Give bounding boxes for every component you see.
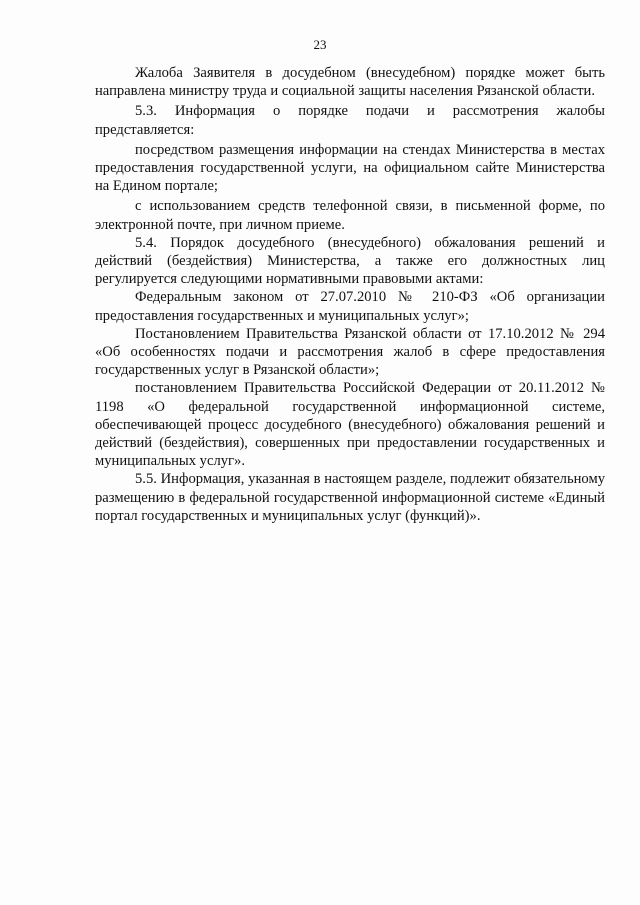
paragraph-5-5: 5.5. Информация, указанная в настоящем разделе, подлежит обязательному размещению в федеральной государственной информационной системе «Единый портал государственных и муниципальных услуг (функций)». — [95, 471, 605, 524]
paragraph-info-phone: с использованием средств телефонной связи, в письменной форме, по электронной почте, при личном приеме. — [95, 198, 605, 233]
paragraph-rf-resolution: постановлением Правительства Российской Федерации от 20.11.2012 № 1198 «О федеральной государственной информационной системе, обеспечивающей процесс досудебного (внесудебного) обжалования решений и действий (бездействия), совершенных при предоставлении государственных и муниципальных услуг». — [95, 380, 605, 470]
paragraph-info-stands: посредством размещения информации на стендах Министерства в местах предоставления государственной услуги, на официальном сайте Министерства на Едином портале; — [95, 141, 605, 195]
document-body — [95, 64, 605, 525]
paragraph-5-3: 5.3. Информация о порядке подачи и рассмотрения жалобы представляется: — [95, 103, 605, 138]
paragraph-federal-law: Федеральным законом от 27.07.2010 № 210-ФЗ «Об организации предоставления государственных и муниципальных услуг»; — [95, 289, 605, 324]
paragraph-5-4: 5.4. Порядок досудебного (внесудебного) обжалования решений и действий (бездействия) Министерства, а также его должностных лиц регулируется следующими нормативными правовыми актами: — [95, 234, 605, 288]
page-number: 23 — [313, 37, 327, 52]
paragraph-ryazan-resolution: Постановлением Правительства Рязанской области от 17.10.2012 № 294 «Об особенностях подачи и рассмотрения жалоб в сфере предоставления государственных услуг в Рязанской области»; — [95, 325, 605, 379]
paragraph-complaint-recipient: Жалоба Заявителя в досудебном (внесудебном) порядке может быть направлена министру труда и социальной защиты населения Рязанской области. — [95, 65, 605, 100]
